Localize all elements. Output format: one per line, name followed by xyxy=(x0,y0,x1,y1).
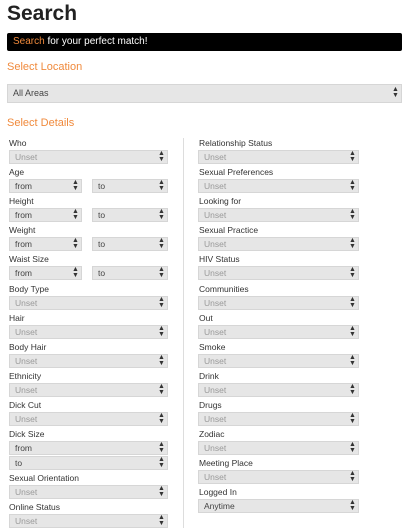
relationship-status-select[interactable] xyxy=(198,150,359,164)
column-divider xyxy=(183,138,184,528)
looking-for-label: Looking for xyxy=(199,196,242,206)
weight-to-select[interactable] xyxy=(92,237,168,251)
select-arrows-icon: ▲ ▼ xyxy=(158,179,165,192)
dick-size-label: Dick Size xyxy=(9,429,45,439)
waist-size-from-select-value: from xyxy=(15,268,32,278)
communities-select[interactable] xyxy=(198,296,359,310)
zodiac-label: Zodiac xyxy=(199,429,225,439)
who-label: Who xyxy=(9,138,27,148)
smoke-select[interactable] xyxy=(198,354,359,368)
dick-cut-select-value: Unset xyxy=(15,414,38,424)
banner-accent: Search xyxy=(13,36,45,47)
select-arrows-icon: ▲ ▼ xyxy=(158,296,165,309)
weight-label: Weight xyxy=(9,225,36,235)
relationship-status-select-value: Unset xyxy=(204,152,227,162)
banner-text: for your perfect match! xyxy=(44,36,148,47)
hair-label: Hair xyxy=(9,313,25,323)
ethnicity-select[interactable] xyxy=(9,383,168,397)
select-arrows-icon: ▲ ▼ xyxy=(349,150,356,163)
online-status-select-value: Unset xyxy=(15,516,38,526)
hiv-status-label: HIV Status xyxy=(199,254,240,264)
dick-size-to-select[interactable] xyxy=(9,456,168,470)
communities-label: Communities xyxy=(199,284,249,294)
select-arrows-icon: ▲ ▼ xyxy=(158,485,165,498)
height-to-select-value: to xyxy=(98,210,106,220)
drink-select[interactable] xyxy=(198,383,359,397)
details-heading: Select Details xyxy=(7,117,75,129)
waist-size-to-select[interactable] xyxy=(92,266,168,280)
sexual-preferences-select[interactable] xyxy=(198,179,359,193)
zodiac-select-value: Unset xyxy=(204,443,227,453)
zodiac-select[interactable] xyxy=(198,441,359,455)
logged-in-label: Logged In xyxy=(199,487,237,497)
height-from-select[interactable] xyxy=(9,208,82,222)
out-select[interactable] xyxy=(198,325,359,339)
dick-cut-label: Dick Cut xyxy=(9,400,42,410)
select-arrows-icon: ▲ ▼ xyxy=(349,499,356,512)
select-arrows-icon: ▲ ▼ xyxy=(349,383,356,396)
select-arrows-icon: ▲ ▼ xyxy=(349,412,356,425)
weight-to-select-value: to xyxy=(98,239,106,249)
height-from-select-value: from xyxy=(15,210,32,220)
drink-select-value: Unset xyxy=(204,385,227,395)
select-arrows-icon: ▲ ▼ xyxy=(158,412,165,425)
communities-select-value: Unset xyxy=(204,298,227,308)
sexual-preferences-select-value: Unset xyxy=(204,181,227,191)
select-arrows-icon: ▲ ▼ xyxy=(392,86,399,99)
drugs-select-value: Unset xyxy=(204,414,227,424)
select-arrows-icon: ▲ ▼ xyxy=(72,179,79,192)
select-arrows-icon: ▲ ▼ xyxy=(158,150,165,163)
age-from-select[interactable] xyxy=(9,179,82,193)
age-to-select-value: to xyxy=(98,181,106,191)
ethnicity-select-value: Unset xyxy=(15,385,38,395)
select-arrows-icon: ▲ ▼ xyxy=(158,325,165,338)
weight-from-select[interactable] xyxy=(9,237,82,251)
online-status-select[interactable] xyxy=(9,514,168,528)
select-arrows-icon: ▲ ▼ xyxy=(158,266,165,279)
select-arrows-icon: ▲ ▼ xyxy=(349,441,356,454)
body-hair-label: Body Hair xyxy=(9,342,47,352)
page-title: Search xyxy=(7,2,78,25)
select-arrows-icon: ▲ ▼ xyxy=(349,296,356,309)
out-select-value: Unset xyxy=(204,327,227,337)
dick-size-from-select-value: from xyxy=(15,443,32,453)
select-arrows-icon: ▲ ▼ xyxy=(349,237,356,250)
select-arrows-icon: ▲ ▼ xyxy=(72,266,79,279)
age-from-select-value: from xyxy=(15,181,32,191)
height-to-select[interactable] xyxy=(92,208,168,222)
select-arrows-icon: ▲ ▼ xyxy=(349,179,356,192)
meeting-place-select[interactable] xyxy=(198,470,359,484)
meeting-place-select-value: Unset xyxy=(204,472,227,482)
sexual-practice-select[interactable] xyxy=(198,237,359,251)
hair-select[interactable] xyxy=(9,325,168,339)
sexual-practice-label: Sexual Practice xyxy=(199,225,259,235)
select-arrows-icon: ▲ ▼ xyxy=(158,514,165,527)
select-arrows-icon: ▲ ▼ xyxy=(349,470,356,483)
select-arrows-icon: ▲ ▼ xyxy=(349,325,356,338)
drugs-label: Drugs xyxy=(199,400,222,410)
sexual-practice-select-value: Unset xyxy=(204,239,227,249)
who-select[interactable] xyxy=(9,150,168,164)
select-arrows-icon: ▲ ▼ xyxy=(158,456,165,469)
age-to-select[interactable] xyxy=(92,179,168,193)
select-arrows-icon: ▲ ▼ xyxy=(349,266,356,279)
select-arrows-icon: ▲ ▼ xyxy=(158,208,165,221)
sexual-orientation-select[interactable] xyxy=(9,485,168,499)
body-type-select-value: Unset xyxy=(15,298,38,308)
select-arrows-icon: ▲ ▼ xyxy=(158,441,165,454)
body-type-label: Body Type xyxy=(9,284,50,294)
select-arrows-icon: ▲ ▼ xyxy=(158,237,165,250)
hiv-status-select[interactable] xyxy=(198,266,359,280)
logged-in-select-value: Anytime xyxy=(204,501,235,511)
relationship-status-label: Relationship Status xyxy=(199,138,273,148)
dick-cut-select[interactable] xyxy=(9,412,168,426)
height-label: Height xyxy=(9,196,34,206)
looking-for-select[interactable] xyxy=(198,208,359,222)
location-value: All Areas xyxy=(13,88,49,98)
drink-label: Drink xyxy=(199,371,219,381)
dick-size-from-select[interactable] xyxy=(9,441,168,455)
ethnicity-label: Ethnicity xyxy=(9,371,42,381)
select-arrows-icon: ▲ ▼ xyxy=(72,208,79,221)
hair-select-value: Unset xyxy=(15,327,38,337)
who-select-value: Unset xyxy=(15,152,38,162)
hiv-status-select-value: Unset xyxy=(204,268,227,278)
sexual-preferences-label: Sexual Preferences xyxy=(199,167,274,177)
weight-from-select-value: from xyxy=(15,239,32,249)
logged-in-select[interactable] xyxy=(198,499,359,513)
dick-size-to-select-value: to xyxy=(15,458,23,468)
select-arrows-icon: ▲ ▼ xyxy=(349,208,356,221)
body-hair-select[interactable] xyxy=(9,354,168,368)
location-select[interactable] xyxy=(7,84,402,103)
smoke-select-value: Unset xyxy=(204,356,227,366)
sexual-orientation-select-value: Unset xyxy=(15,487,38,497)
drugs-select[interactable] xyxy=(198,412,359,426)
waist-size-to-select-value: to xyxy=(98,268,106,278)
search-banner xyxy=(7,33,402,51)
out-label: Out xyxy=(199,313,213,323)
location-heading: Select Location xyxy=(7,61,83,73)
select-arrows-icon: ▲ ▼ xyxy=(72,237,79,250)
waist-size-label: Waist Size xyxy=(9,254,49,264)
meeting-place-label: Meeting Place xyxy=(199,458,253,468)
age-label: Age xyxy=(9,167,25,177)
body-hair-select-value: Unset xyxy=(15,356,38,366)
sexual-orientation-label: Sexual Orientation xyxy=(9,473,79,483)
waist-size-from-select[interactable] xyxy=(9,266,82,280)
body-type-select[interactable] xyxy=(9,296,168,310)
select-arrows-icon: ▲ ▼ xyxy=(158,354,165,367)
select-arrows-icon: ▲ ▼ xyxy=(158,383,165,396)
smoke-label: Smoke xyxy=(199,342,226,352)
online-status-label: Online Status xyxy=(9,502,61,512)
looking-for-select-value: Unset xyxy=(204,210,227,220)
select-arrows-icon: ▲ ▼ xyxy=(349,354,356,367)
